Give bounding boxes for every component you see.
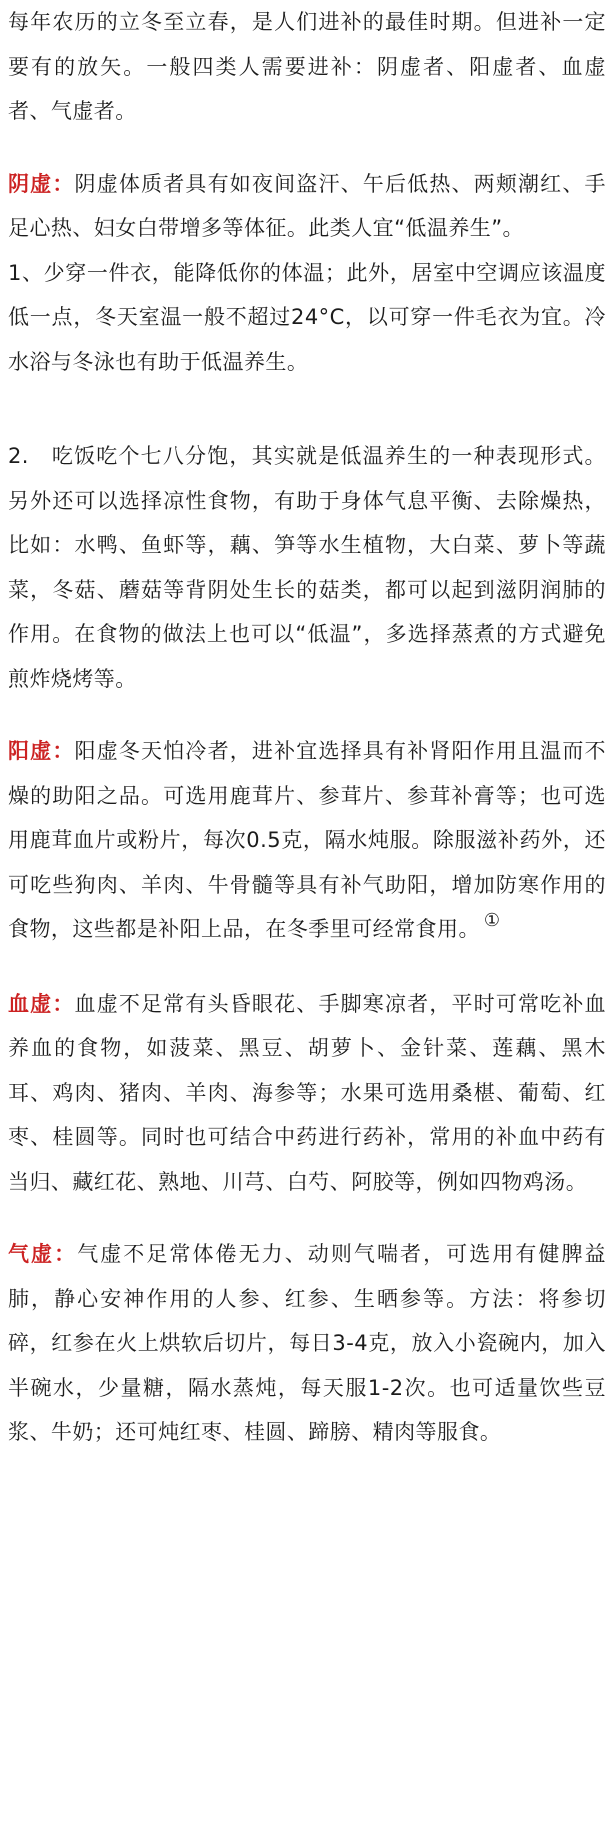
qi-xu-text: 气虚不足常体倦无力、动则气喘者，可选用有健脾益肺，静心安神作用的人参、红参、生晒参等。方法：将参切碎，红参在火上烘软后切片，每日3-4克，放入小瓷碗内，加入半碗水，少量糖，隔水蒸炖，每天服1-2次。也可适量饮些豆浆、牛奶；还可炖红枣、桂圆、蹄膀、精肉等服食。 bbox=[8, 1242, 606, 1444]
xue-xu-paragraph bbox=[8, 982, 606, 1205]
yin-xu-paragraph bbox=[8, 162, 606, 251]
qi-xu-paragraph bbox=[8, 1232, 606, 1455]
xue-xu-label: 血虚： bbox=[8, 991, 75, 1016]
yang-xu-text: 阳虚冬天怕冷者，进补宜选择具有补肾阳作用且温而不燥的助阳之品。可选用鹿茸片、参茸片、参茸补膏等；也可选用鹿茸血片或粉片，每次0.5克，隔水炖服。除服滋补药外，还可吃些狗肉、羊肉、牛骨髓等具有补气助阳，增加防寒作用的食物，这些都是补阳上品，在冬季里可经常食用。 bbox=[8, 739, 606, 941]
yang-xu-paragraph bbox=[8, 729, 606, 954]
qi-xu-label: 气虚： bbox=[8, 1242, 78, 1266]
xue-xu-text: 血虚不足常有头昏眼花、手脚寒凉者，平时可常吃补血养血的食物，如菠菜、黑豆、胡萝卜、金针菜、莲藕、黑木耳、鸡肉、猪肉、羊肉、海参等；水果可选用桑椹、葡萄、红枣、桂圆等。同时也可结合中药进行药补，常用的补血中药有当归、藏红花、熟地、川芎、白芍、阿胶等，例如四物鸡汤。 bbox=[8, 991, 606, 1194]
yin-xu-point-2: 2. 吃饭吃个七八分饱，其实就是低温养生的一种表现形式。另外还可以选择凉性食物，有助于身体气息平衡、去除燥热，比如：水鸭、鱼虾等，藕、笋等水生植物，大白菜、萝卜等蔬菜，冬菇、蘑菇等背阴处生长的菇类，都可以起到滋阴润肺的作用。在食物的做法上也可以“低温”，多选择蒸煮的方式避免煎炸烧烤等。 bbox=[8, 444, 606, 691]
yang-xu-label: 阳虚： bbox=[8, 739, 75, 763]
yin-xu-point-1: 1、少穿一件衣，能降低你的体温；此外，居室中空调应该温度低一点，冬天室温一般不超过24°C，以可穿一件毛衣为宜。冷水浴与冬泳也有助于低温养生。 bbox=[8, 260, 606, 374]
intro-paragraph: 每年农历的立冬至立春，是人们进补的最佳时期。但进补一定要有的放矢。一般四类人需要进补：阴虚者、阳虚者、血虚者、气虚者。 bbox=[8, 10, 606, 123]
footnote-marker: ① bbox=[483, 910, 501, 931]
yin-xu-text: 阴虚体质者具有如夜间盗汗、午后低热、两颊潮红、手足心热、妇女白带增多等体征。此类人宜“低温养生”。 bbox=[8, 171, 606, 240]
yin-xu-label: 阴虚： bbox=[8, 171, 75, 196]
article-body bbox=[8, 0, 606, 1455]
